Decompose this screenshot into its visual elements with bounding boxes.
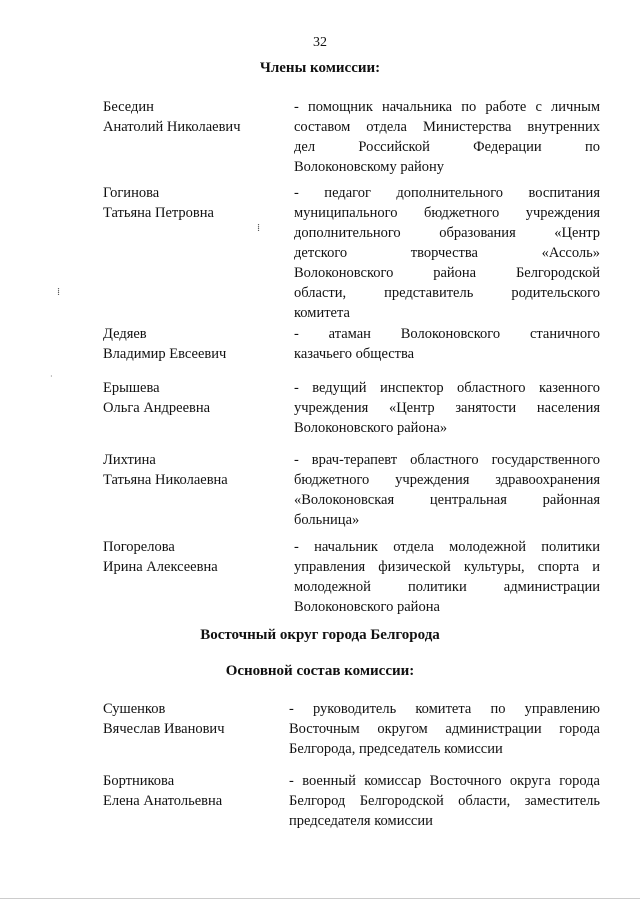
role-line: молодежной политики администрации: [294, 579, 600, 595]
scan-mark: ⁞: [57, 286, 61, 298]
member-surname: Беседин: [103, 99, 154, 115]
scan-mark: ·: [50, 372, 53, 381]
member-name: Татьяна Петровна: [103, 205, 214, 221]
role-line: казачьего общества: [294, 346, 415, 362]
member-role: [289, 699, 600, 759]
member-role: [294, 97, 600, 177]
role-line: Белгород Белгородской области, заместитель: [289, 793, 600, 809]
role-line: - ведущий инспектор областного казенного: [294, 380, 600, 396]
role-line: Волоконовского района»: [294, 420, 448, 436]
member-surname: Гогинова: [103, 185, 160, 201]
member-person: [103, 771, 283, 811]
member-name: Татьяна Николаевна: [103, 472, 228, 488]
member-name: Анатолий Николаевич: [103, 119, 241, 135]
member-name: Ольга Андреевна: [103, 400, 211, 416]
member-name: Вячеслав Иванович: [103, 721, 225, 737]
role-line: дополнительного образования «Центр: [294, 225, 600, 241]
role-line: - врач-терапевт областного государственного: [294, 452, 600, 468]
role-line: Волоконовскому району: [294, 159, 445, 175]
page-number: 32: [313, 35, 327, 50]
member-role: [294, 537, 600, 617]
members-heading: Члены комиссии:: [259, 60, 381, 76]
member-surname: Бортникова: [103, 773, 175, 789]
member-person: [103, 97, 283, 137]
member-person: [103, 183, 283, 223]
member-name: Елена Анатольевна: [103, 793, 223, 809]
role-line: председателя комиссии: [289, 813, 433, 829]
member-surname: Сушенков: [103, 701, 166, 717]
role-line: Волоконовского района Белгородской: [294, 265, 600, 281]
member-person: [103, 378, 283, 418]
member-role: [294, 450, 600, 530]
member-surname: Дедяев: [103, 326, 147, 342]
role-line: управления физической культуры, спорта и: [294, 559, 600, 575]
member-role: [294, 378, 600, 438]
role-line: дел Российской Федерации по: [294, 139, 600, 155]
member-person: [103, 324, 283, 364]
role-line: - помощник начальника по работе с личным: [294, 99, 600, 115]
member-name: Владимир Евсеевич: [103, 346, 227, 362]
district-heading: Восточный округ города Белгорода: [200, 627, 440, 643]
role-line: - военный комиссар Восточного округа города: [289, 773, 600, 789]
role-line: - руководитель комитета по управлению: [289, 701, 600, 717]
role-line: Волоконовского района: [294, 599, 440, 615]
member-role: [294, 324, 600, 364]
member-person: [103, 699, 283, 739]
role-line: больница»: [294, 512, 360, 528]
role-line: области, представитель родительского: [294, 285, 600, 301]
member-surname: Лихтина: [103, 452, 156, 468]
role-line: муниципального бюджетного учреждения: [294, 205, 600, 221]
role-line: бюджетного учреждения здравоохранения: [294, 472, 600, 488]
role-line: - атаман Волоконовского станичного: [294, 326, 600, 342]
page-bottom-edge: [0, 898, 640, 899]
role-line: Восточным округом администрации города: [289, 721, 600, 737]
main-composition-heading: Основной состав комиссии:: [225, 663, 415, 679]
role-line: детского творчества «Ассоль»: [294, 245, 600, 261]
role-line: составом отдела Министерства внутренних: [294, 119, 600, 135]
role-line: Белгорода, председатель комиссии: [289, 741, 503, 757]
member-role: [294, 183, 600, 323]
role-line: - начальник отдела молодежной политики: [294, 539, 600, 555]
member-surname: Погорелова: [103, 539, 175, 555]
role-line: комитета: [294, 305, 350, 321]
role-line: «Волоконовская центральная районная: [294, 492, 600, 508]
scan-mark: ⁞: [257, 222, 261, 234]
member-name: Ирина Алексеевна: [103, 559, 218, 575]
member-person: [103, 450, 283, 490]
member-surname: Ерышева: [103, 380, 160, 396]
role-line: учреждения «Центр занятости населения: [294, 400, 600, 416]
member-role: [289, 771, 600, 831]
role-line: - педагог дополнительного воспитания: [294, 185, 600, 201]
member-person: [103, 537, 283, 577]
